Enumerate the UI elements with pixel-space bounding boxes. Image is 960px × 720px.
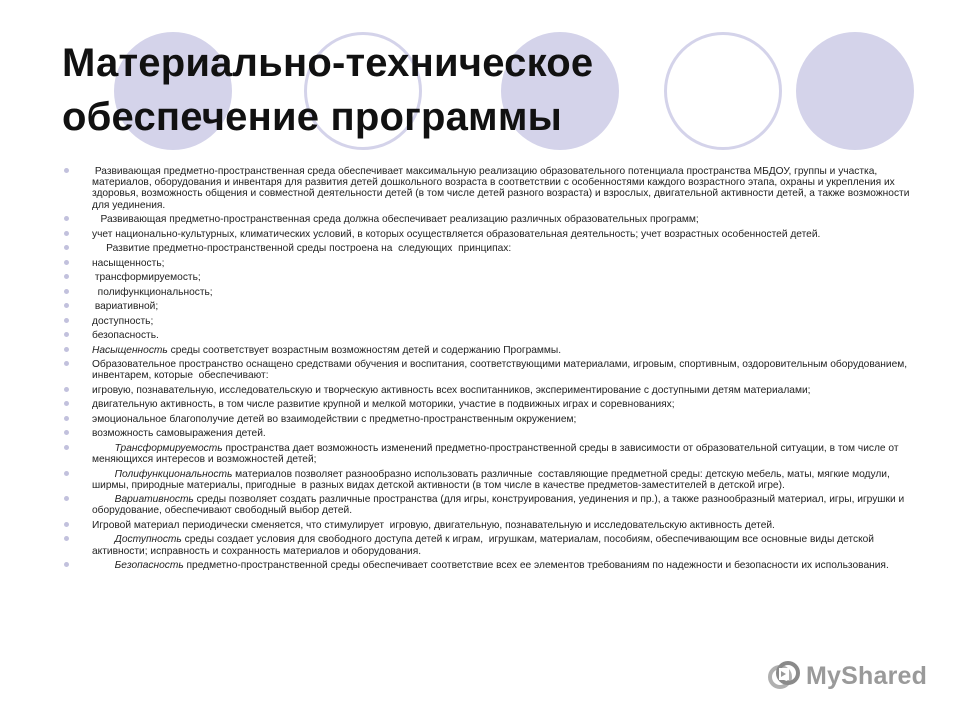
body-text: предметно-пространственной среды обеспечивает соответствие всех ее элементов требованиям по надежности и безопасности их использования. bbox=[183, 560, 889, 572]
indent bbox=[92, 560, 115, 571]
bullet-dot bbox=[64, 168, 69, 173]
emphasis-term: Трансформируемость bbox=[114, 442, 223, 454]
list-item bbox=[62, 399, 912, 410]
body-text: среды соответствует возрастным возможностям детей и содержанию Программы. bbox=[167, 344, 562, 356]
body-text: материалов позволяет разнообразно использовать различные составляющие предметной среды: детскую мебель, маты, мягкие модули, ширмы, природные материалы, пригодные в разных видах детской активности (в том числе в качестве предметов-заместителей в детской игре). bbox=[92, 468, 893, 491]
list-item bbox=[62, 414, 912, 425]
bullet-dot bbox=[64, 347, 69, 352]
bullet-dot bbox=[64, 303, 69, 308]
list-item bbox=[62, 229, 912, 240]
list-item bbox=[62, 243, 912, 254]
body-text: вариативной; bbox=[92, 301, 159, 313]
list-item-text bbox=[92, 272, 201, 283]
body-text: эмоциональное благополучие детей во взаимодействии с предметно-пространственным окружением; bbox=[92, 413, 577, 425]
indent bbox=[92, 494, 115, 505]
list-item-text bbox=[92, 428, 266, 439]
list-item bbox=[62, 258, 912, 269]
body-text: безопасность. bbox=[92, 330, 159, 342]
bullet-dot bbox=[64, 522, 69, 527]
brand-name: MyShared bbox=[806, 661, 928, 690]
emphasis-term: Вариативность bbox=[114, 494, 194, 506]
list-item-text bbox=[92, 385, 810, 396]
list-item-text bbox=[92, 520, 775, 531]
bullet-dot bbox=[64, 445, 69, 450]
body-text: игровую, познавательную, исследовательскую и творческую активность всех воспитанников, экспериментирование с доступными детям материалами; bbox=[92, 384, 811, 396]
indent bbox=[92, 443, 115, 454]
list-item bbox=[62, 520, 912, 531]
list-item bbox=[62, 287, 912, 298]
list-item bbox=[62, 359, 912, 381]
body-text: Образовательное пространство оснащено средствами обучения и воспитания, соответствующими материалами, игровым, спортивным, оздоровительным оборудованием, инвентарем, которые обеспечивают: bbox=[92, 359, 910, 382]
bullet-dot bbox=[64, 430, 69, 435]
list-item bbox=[62, 301, 912, 312]
body-text: доступность; bbox=[92, 315, 154, 327]
bullet-dot bbox=[64, 216, 69, 221]
body-text: пространства дает возможность изменений предметно-пространственной среды в зависимости от образовательной ситуации, в том числе от меняющихся интересов и возможностей детей; bbox=[92, 442, 902, 466]
body-text: насыщенность; bbox=[92, 257, 165, 269]
list-item bbox=[62, 443, 912, 465]
list-item-text bbox=[92, 469, 893, 491]
indent bbox=[92, 469, 115, 480]
list-item-text bbox=[92, 494, 907, 516]
bullet-dot bbox=[64, 289, 69, 294]
list-item-text bbox=[92, 301, 158, 312]
list-item bbox=[62, 560, 912, 571]
bullet-dot bbox=[64, 361, 69, 366]
list-item bbox=[62, 469, 912, 491]
list-item-text bbox=[92, 330, 159, 341]
emphasis-term: Полифункциональность bbox=[114, 468, 233, 480]
list-item-text bbox=[92, 345, 561, 356]
list-item-text bbox=[92, 534, 877, 556]
list-item bbox=[62, 534, 912, 556]
myshared-watermark bbox=[766, 656, 927, 696]
list-item bbox=[62, 428, 912, 439]
list-item bbox=[62, 166, 912, 211]
body-text: Игровой материал периодически сменяется, что стимулирует игровую, двигательную, познавательную и исследовательскую активность детей. bbox=[92, 519, 775, 531]
list-item-text bbox=[92, 229, 820, 240]
bullet-dot bbox=[64, 260, 69, 265]
list-item-text bbox=[92, 287, 213, 298]
list-item-text bbox=[92, 399, 675, 410]
title-line-2: обеспечение программы bbox=[62, 95, 563, 139]
bullet-dot bbox=[64, 471, 69, 476]
bullet-dot bbox=[64, 274, 69, 279]
list-item bbox=[62, 214, 912, 225]
emphasis-term: Насыщенность bbox=[92, 344, 168, 356]
body-text: среды позволяет создать различные пространства (для игры, конструирования, уединения и пр.), а также разнообразный материал, игры, игрушки и оборудование, обеспечивают свободный выбор детей. bbox=[92, 494, 907, 517]
list-item bbox=[62, 345, 912, 356]
body-text: Развивающая предметно-пространственная среда обеспечивает максимальную реализацию образовательного потенциала пространства МБДОУ, группы и участка, материалов, оборудования и инвентаря для развития детей дошкольного возраста в соответствии с особенностями каждого возрастного этапа, охраны и укрепления их здоровья, возможность общения и совместной деятельности детей (в том числе детей разного возраста) и взрослых, двигательной активности детей, а также возможности для уединения. bbox=[92, 166, 913, 211]
bullet-dot bbox=[64, 332, 69, 337]
myshared-logo-icon bbox=[766, 658, 802, 694]
body-text: двигательную активность, в том числе развитие крупной и мелкой моторики, участие в подвижных играх и соревнованиях; bbox=[92, 399, 675, 411]
emphasis-term: Безопасность bbox=[114, 560, 184, 572]
bullet-list bbox=[62, 166, 912, 575]
title-line-1: Материально-техническое bbox=[62, 41, 594, 85]
bullet-dot bbox=[64, 245, 69, 250]
bullet-dot bbox=[64, 562, 69, 567]
bullet-dot bbox=[64, 387, 69, 392]
list-item bbox=[62, 330, 912, 341]
body-text: учет национально-культурных, климатических условий, в которых осуществляется образовательная деятельность; учет возрастных особенностей детей. bbox=[92, 228, 821, 240]
indent bbox=[92, 534, 115, 545]
list-item-text bbox=[92, 214, 699, 225]
body-text: Развитие предметно-пространственной среды построена на следующих принципах: bbox=[92, 243, 512, 255]
bullet-dot bbox=[64, 318, 69, 323]
list-item-text bbox=[92, 560, 889, 571]
bullet-dot bbox=[64, 231, 69, 236]
body-text: полифункциональность; bbox=[92, 286, 213, 298]
emphasis-term: Доступность bbox=[114, 534, 182, 546]
list-item bbox=[62, 316, 912, 327]
body-text: трансформируемость; bbox=[92, 272, 201, 284]
bullet-dot bbox=[64, 536, 69, 541]
slide-title bbox=[62, 36, 762, 144]
list-item-text bbox=[92, 316, 153, 327]
list-item-text bbox=[92, 166, 912, 211]
list-item-text bbox=[92, 258, 164, 269]
list-item-text bbox=[92, 414, 576, 425]
body-text: среды создает условия для свободного доступа детей к играм, игрушкам, материалам, пособиям, обеспечивающим все основные виды детской активности; исправность и сохранность материалов и оборудования. bbox=[92, 534, 877, 557]
list-item bbox=[62, 494, 912, 516]
list-item-text bbox=[92, 443, 901, 465]
bullet-dot bbox=[64, 496, 69, 501]
list-item bbox=[62, 385, 912, 396]
decor-circle-5 bbox=[796, 32, 914, 150]
bullet-dot bbox=[64, 416, 69, 421]
bullet-dot bbox=[64, 401, 69, 406]
list-item bbox=[62, 272, 912, 283]
body-text: Развивающая предметно-пространственная среда должна обеспечивает реализацию различных образовательных программ; bbox=[92, 214, 699, 226]
body-text: возможность самовыражения детей. bbox=[92, 428, 266, 440]
list-item-text bbox=[92, 359, 910, 381]
list-item-text bbox=[92, 243, 511, 254]
